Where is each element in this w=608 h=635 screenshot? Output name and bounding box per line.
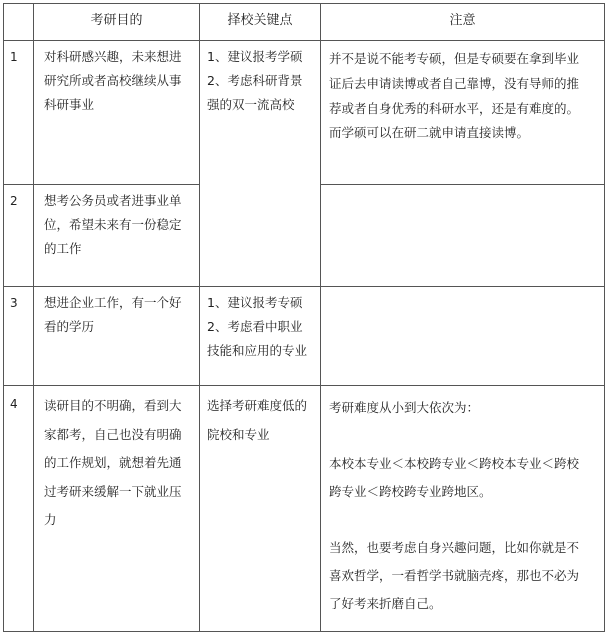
note-line: 证后去申请读博或者自己靠博，没有导师的推 — [329, 75, 580, 91]
row-number: 4 — [10, 397, 18, 411]
key-points-cell — [207, 392, 320, 449]
key-point-line: 院校和专业 — [207, 426, 270, 442]
grid-line — [199, 3, 200, 632]
purpose-line: 读研目的不明确，看到大 — [44, 398, 182, 413]
purpose-cell — [44, 392, 198, 535]
grid-line — [604, 3, 605, 632]
grid-line — [320, 3, 321, 632]
purpose-cell — [44, 291, 198, 339]
key-point-line: 2、考虑看中职业 — [207, 319, 303, 334]
purpose-line: 力 — [44, 512, 57, 527]
purpose-line: 家都考，自己也没有明确 — [44, 426, 182, 442]
purpose-line: 过考研来缓解一下就业压 — [44, 483, 182, 499]
purpose-line: 科研事业 — [44, 97, 95, 112]
key-point-line: 强的双一流高校 — [207, 97, 295, 112]
purpose-line: 的工作规划，就想着先通 — [44, 455, 182, 470]
key-points-cell — [207, 45, 320, 117]
note-line: 了好考来折磨自己。 — [329, 596, 442, 611]
purpose-line: 对科研感兴趣，未来想进 — [44, 49, 182, 64]
grid-line — [33, 3, 34, 632]
note-line: 而学硕可以在研二就申请直接读博。 — [329, 125, 530, 141]
purpose-cell — [44, 45, 198, 117]
row-number: 1 — [10, 50, 18, 64]
key-points-cell — [207, 291, 320, 363]
grid-line — [3, 286, 605, 287]
row-number: 3 — [10, 296, 18, 310]
purpose-line: 想进企业工作，有一个好 — [44, 295, 182, 310]
note-cell — [329, 394, 603, 618]
key-point-line: 1、建议报考专硕 — [207, 295, 303, 310]
row-number: 2 — [10, 194, 18, 208]
key-point-line: 选择考研难度低的 — [207, 398, 308, 413]
purpose-line: 位，希望未来有一份稳定 — [44, 217, 182, 232]
header-cell-notes: 注意 — [449, 13, 476, 28]
note-line: 跨专业＜跨校跨专业跨地区。 — [329, 484, 492, 499]
key-point-line: 2、考虑科研背景 — [207, 73, 303, 88]
grid-line — [3, 631, 605, 632]
note-line: 本校本专业＜本校跨专业＜跨校本专业＜跨校 — [329, 456, 580, 471]
note-line: 当然，也要考虑自身兴趣问题，比如你就是不 — [329, 540, 580, 555]
note-cell — [329, 47, 603, 146]
header-cell-key-points: 择校关键点 — [227, 13, 293, 28]
header-cell-purpose: 考研目的 — [90, 13, 143, 28]
note-line: 荐或者自身优秀的科研水平，还是有难度的。 — [329, 100, 580, 116]
grid-line — [320, 184, 605, 185]
header-cell-index — [4, 11, 33, 31]
purpose-line: 的工作 — [44, 241, 82, 256]
grid-line — [3, 3, 4, 632]
key-point-line: 技能和应用的专业 — [207, 343, 308, 358]
note-line: 并不是说不能考专硕，但是专硕要在拿到毕业 — [329, 51, 580, 66]
purpose-line: 想考公务员或者进事业单 — [44, 193, 182, 208]
purpose-cell — [44, 189, 198, 261]
purpose-line: 研究所或者高校继续从事 — [44, 73, 182, 88]
grid-line — [3, 3, 605, 4]
grid-line — [3, 40, 605, 41]
note-line: 喜欢哲学，一看哲学书就脑壳疼，那也不必为 — [329, 568, 580, 583]
note-intro: 考研难度从小到大依次为： — [329, 400, 480, 415]
grid-line — [3, 385, 605, 386]
key-point-line: 1、建议报考学硕 — [207, 49, 303, 64]
purpose-line: 看的学历 — [44, 319, 95, 334]
grid-line — [3, 184, 200, 185]
